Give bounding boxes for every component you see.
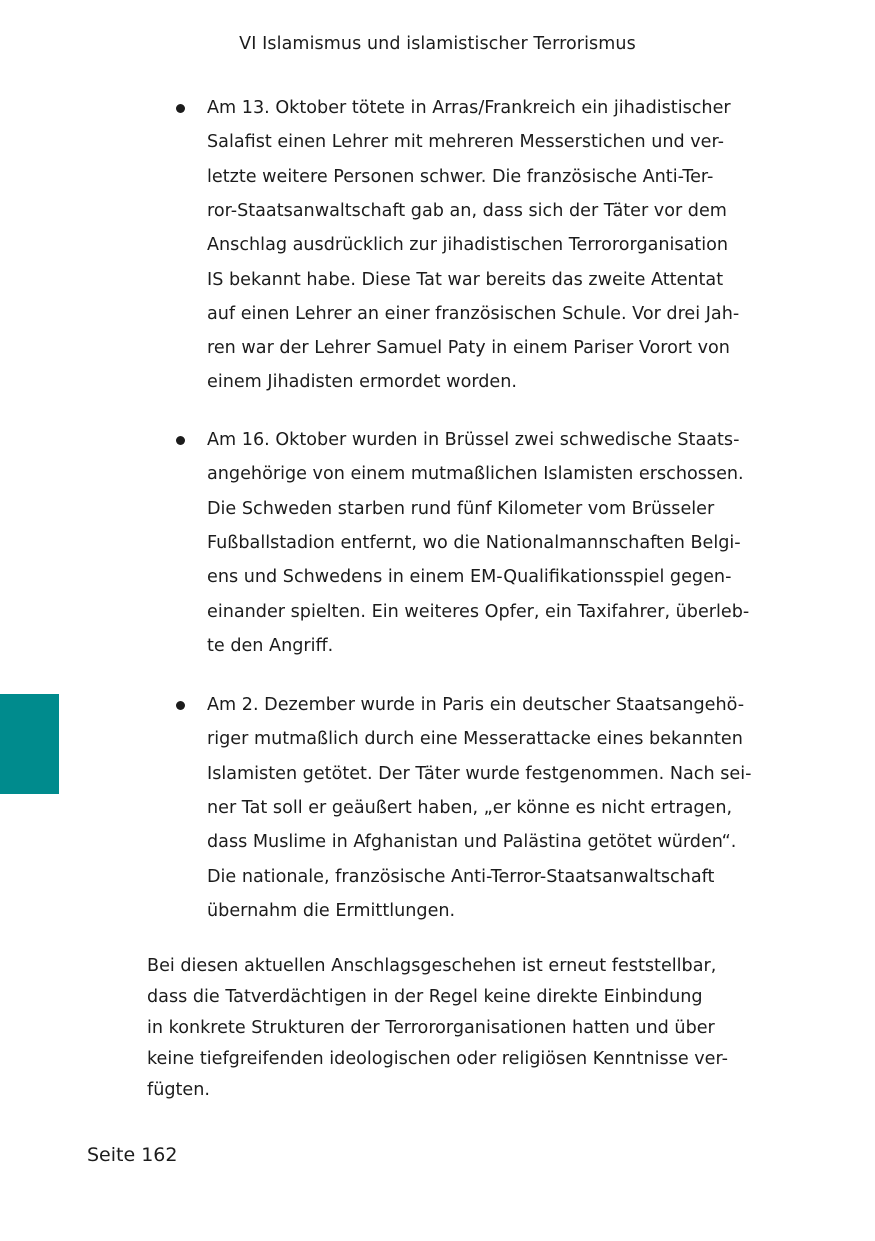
bullet-dot (176, 104, 185, 113)
bullet-line: dass Muslime in Afghanistan und Palästina getötet würden“. (207, 832, 737, 852)
bullet-dot (176, 436, 185, 445)
bullet-line: te den Angriff. (207, 636, 334, 656)
bullet-line: einem Jihadisten ermordet worden. (207, 372, 517, 392)
paragraph-line: dass die Tatverdächtigen in der Regel keine direkte Einbindung (147, 987, 703, 1007)
bullet-line: ner Tat soll er geäußert haben, „er könne es nicht ertragen, (207, 798, 733, 818)
bullet-line: Salafist einen Lehrer mit mehreren Messerstichen und ver- (207, 132, 724, 152)
page-number: Seite 162 (87, 1144, 178, 1166)
bullet-line: ren war der Lehrer Samuel Paty in einem Pariser Vorort von (207, 338, 730, 358)
bullet-line: ror-Staatsanwaltschaft gab an, dass sich der Täter vor dem (207, 201, 727, 221)
bullet-line: Die Schweden starben rund fünf Kilometer vom Brüsseler (207, 499, 715, 519)
bullet-line: einander spielten. Ein weiteres Opfer, ein Taxifahrer, überleb- (207, 602, 750, 622)
running-header: VI Islamismus und islamistischer Terrorismus (239, 34, 636, 54)
bullet-line: Die nationale, französische Anti-Terror-Staatsanwaltschaft (207, 867, 715, 887)
bullet-line: auf einen Lehrer an einer französischen Schule. Vor drei Jah- (207, 304, 740, 324)
bullet-line: angehörige von einem mutmaßlichen Islamisten erschossen. (207, 464, 744, 484)
bullet-line: Islamisten getötet. Der Täter wurde festgenommen. Nach sei- (207, 764, 752, 784)
paragraph-line: keine tiefgreifenden ideologischen oder religiösen Kenntnisse ver- (147, 1049, 728, 1069)
bullet-line: Fußballstadion entfernt, wo die Nationalmannschaften Belgi- (207, 533, 741, 553)
bullet-line: IS bekannt habe. Diese Tat war bereits das zweite Attentat (207, 270, 724, 290)
bullet-line: Am 13. Oktober tötete in Arras/Frankreich ein jihadistischer (207, 98, 731, 118)
bullet-line: Anschlag ausdrücklich zur jihadistischen Terrororganisation (207, 235, 729, 255)
paragraph-line: in konkrete Strukturen der Terrororganisationen hatten und über (147, 1018, 715, 1038)
paragraph-line: Bei diesen aktuellen Anschlagsgeschehen ist erneut feststellbar, (147, 956, 717, 976)
bullet-line: ens und Schwedens in einem EM-Qualifikationsspiel gegen- (207, 567, 732, 587)
bullet-line: letzte weitere Personen schwer. Die französische Anti-Ter- (207, 167, 714, 187)
paragraph-line: fügten. (147, 1080, 210, 1100)
bullet-line: übernahm die Ermittlungen. (207, 901, 456, 921)
chapter-tab-marker (0, 694, 59, 794)
bullet-line: Am 2. Dezember wurde in Paris ein deutscher Staatsangehö- (207, 695, 745, 715)
bullet-line: riger mutmaßlich durch eine Messerattacke eines bekannten (207, 729, 743, 749)
bullet-line: Am 16. Oktober wurden in Brüssel zwei schwedische Staats- (207, 430, 740, 450)
bullet-dot (176, 701, 185, 710)
